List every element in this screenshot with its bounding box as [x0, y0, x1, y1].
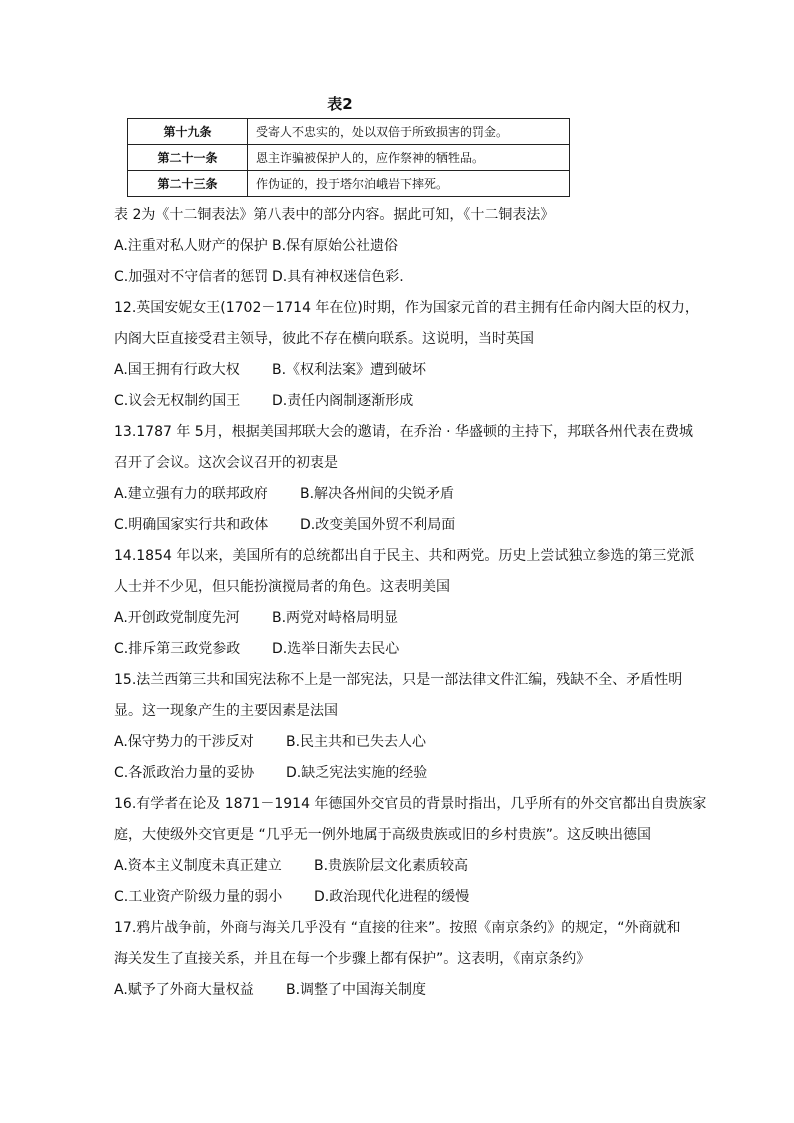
q12-option-d: D.责任内阁制逐渐形成 — [272, 393, 414, 409]
table-row — [128, 145, 570, 171]
q15-option-a: A.保守势力的干涉反对 — [114, 734, 254, 750]
q13-option-b: B.解决各州间的尖锐矛盾 — [300, 486, 455, 502]
question-11-options-row-2 — [114, 262, 694, 293]
question-15-options-row-1 — [114, 727, 694, 758]
q13-option-c: C.明确国家实行共和政体 — [114, 517, 269, 533]
question-13-stem-2: 召开了会议。这次会议召开的初衷是 — [114, 455, 338, 471]
article-cell: 第二十三条 — [128, 171, 248, 197]
q11-option-a: A.注重对私人财产的保护 — [114, 238, 268, 254]
article-cell: 第二十一条 — [128, 145, 248, 171]
article-cell: 第十九条 — [128, 119, 248, 145]
article-text-cell: 作伪证的，投于塔尔泊峨岩下摔死。 — [248, 171, 570, 197]
question-14-stem-1: 14.1854 年以来，美国所有的总统都出自于民主、共和两党。历史上尝试独立参选的第三党派 — [114, 548, 695, 564]
question-15-stem-2: 显。这一现象产生的主要因素是法国 — [114, 703, 338, 719]
question-17-options-row-1 — [114, 975, 694, 1006]
question-13-options-row-2 — [114, 510, 694, 541]
q16-option-d: D.政治现代化进程的缓慢 — [314, 889, 470, 905]
q12-option-c: C.议会无权制约国王 — [114, 393, 241, 409]
questions — [114, 200, 707, 1006]
question-13-options-row-1 — [114, 479, 694, 510]
question-15-options-row-2 — [114, 758, 694, 789]
q16-option-c: C.工业资产阶级力量的弱小 — [114, 889, 283, 905]
table-row — [128, 171, 570, 197]
q11-option-b: B.保有原始公社遗俗 — [272, 238, 399, 254]
q14-option-c: C.排斥第三政党参政 — [114, 641, 241, 657]
q12-option-a: A.国王拥有行政大权 — [114, 362, 240, 378]
question-12-stem-2: 内阁大臣直接受君主领导，彼此不存在横向联系。这说明，当时英国 — [114, 331, 534, 347]
question-11-stem: 表 2为《十二铜表法》第八表中的部分内容。据此可知，《十二铜表法》 — [114, 207, 555, 223]
table-title: 表2 — [327, 95, 353, 113]
question-14-options-row-1 — [114, 603, 694, 634]
question-14-options-row-2 — [114, 634, 694, 665]
law-table — [127, 118, 570, 197]
question-12-stem-1: 12.英国安妮女王(1702－1714 年在位)时期，作为国家元首的君主拥有任命内阁大臣的权力， — [114, 300, 699, 316]
q16-option-a: A.资本主义制度未真正建立 — [114, 858, 282, 874]
q14-option-b: B.两党对峙格局明显 — [272, 610, 399, 626]
question-16-stem-2: 庭，大使级外交官更是 “几乎无一例外地属于高级贵族或旧的乡村贵族”。这反映出德国 — [114, 827, 651, 843]
article-text-cell: 受寄人不忠实的，处以双倍于所致损害的罚金。 — [248, 119, 570, 145]
q17-option-a: A.赋予了外商大量权益 — [114, 982, 254, 998]
q16-option-b: B.贵族阶层文化素质较高 — [314, 858, 469, 874]
article-text-cell: 恩主诈骗被保护人的，应作祭神的牺牲品。 — [248, 145, 570, 171]
question-13-stem-1: 13.1787 年 5月，根据美国邦联大会的邀请，在乔治 · 华盛顿的主持下，邦联各州代表在费城 — [114, 424, 694, 440]
q13-option-a: A.建立强有力的联邦政府 — [114, 486, 268, 502]
q15-option-b: B.民主共和已失去人心 — [286, 734, 427, 750]
q15-option-d: D.缺乏宪法实施的经验 — [286, 765, 428, 781]
question-12-options-row-2 — [114, 386, 694, 417]
q15-option-c: C.各派政治力量的妥协 — [114, 765, 255, 781]
q14-option-a: A.开创政党制度先河 — [114, 610, 240, 626]
q14-option-d: D.选举日渐失去民心 — [272, 641, 400, 657]
question-15-stem-1: 15.法兰西第三共和国宪法称不上是一部宪法，只是一部法律文件汇编，残缺不全、矛盾性明 — [114, 672, 683, 688]
question-16-options-row-1 — [114, 851, 694, 882]
question-16-stem-1: 16.有学者在论及 1871－1914 年德国外交官员的背景时指出，几乎所有的外交官都出自贵族家 — [114, 796, 707, 812]
q17-option-b: B.调整了中国海关制度 — [286, 982, 427, 998]
question-16-options-row-2 — [114, 882, 694, 913]
question-12-options-row-1 — [114, 355, 694, 386]
q12-option-b: B.《权利法案》遭到破坏 — [272, 362, 427, 378]
question-17-stem-1: 17.鸦片战争前，外商与海关几乎没有 “直接的往来”。按照《南京条约》的规定，“外商就和 — [114, 920, 681, 936]
question-14-stem-2: 人士并不少见，但只能扮演搅局者的角色。这表明美国 — [114, 579, 450, 595]
q11-option-d: D.具有神权迷信色彩. — [272, 269, 404, 285]
q13-option-d: D.改变美国外贸不利局面 — [300, 517, 456, 533]
q11-option-c: C.加强对不守信者的惩罚 — [114, 269, 269, 285]
question-11-options-row-1 — [114, 231, 694, 262]
table-row — [128, 119, 570, 145]
question-17-stem-2: 海关发生了直接关系，并且在每一个步骤上都有保护”。这表明，《南京条约》 — [114, 951, 591, 967]
